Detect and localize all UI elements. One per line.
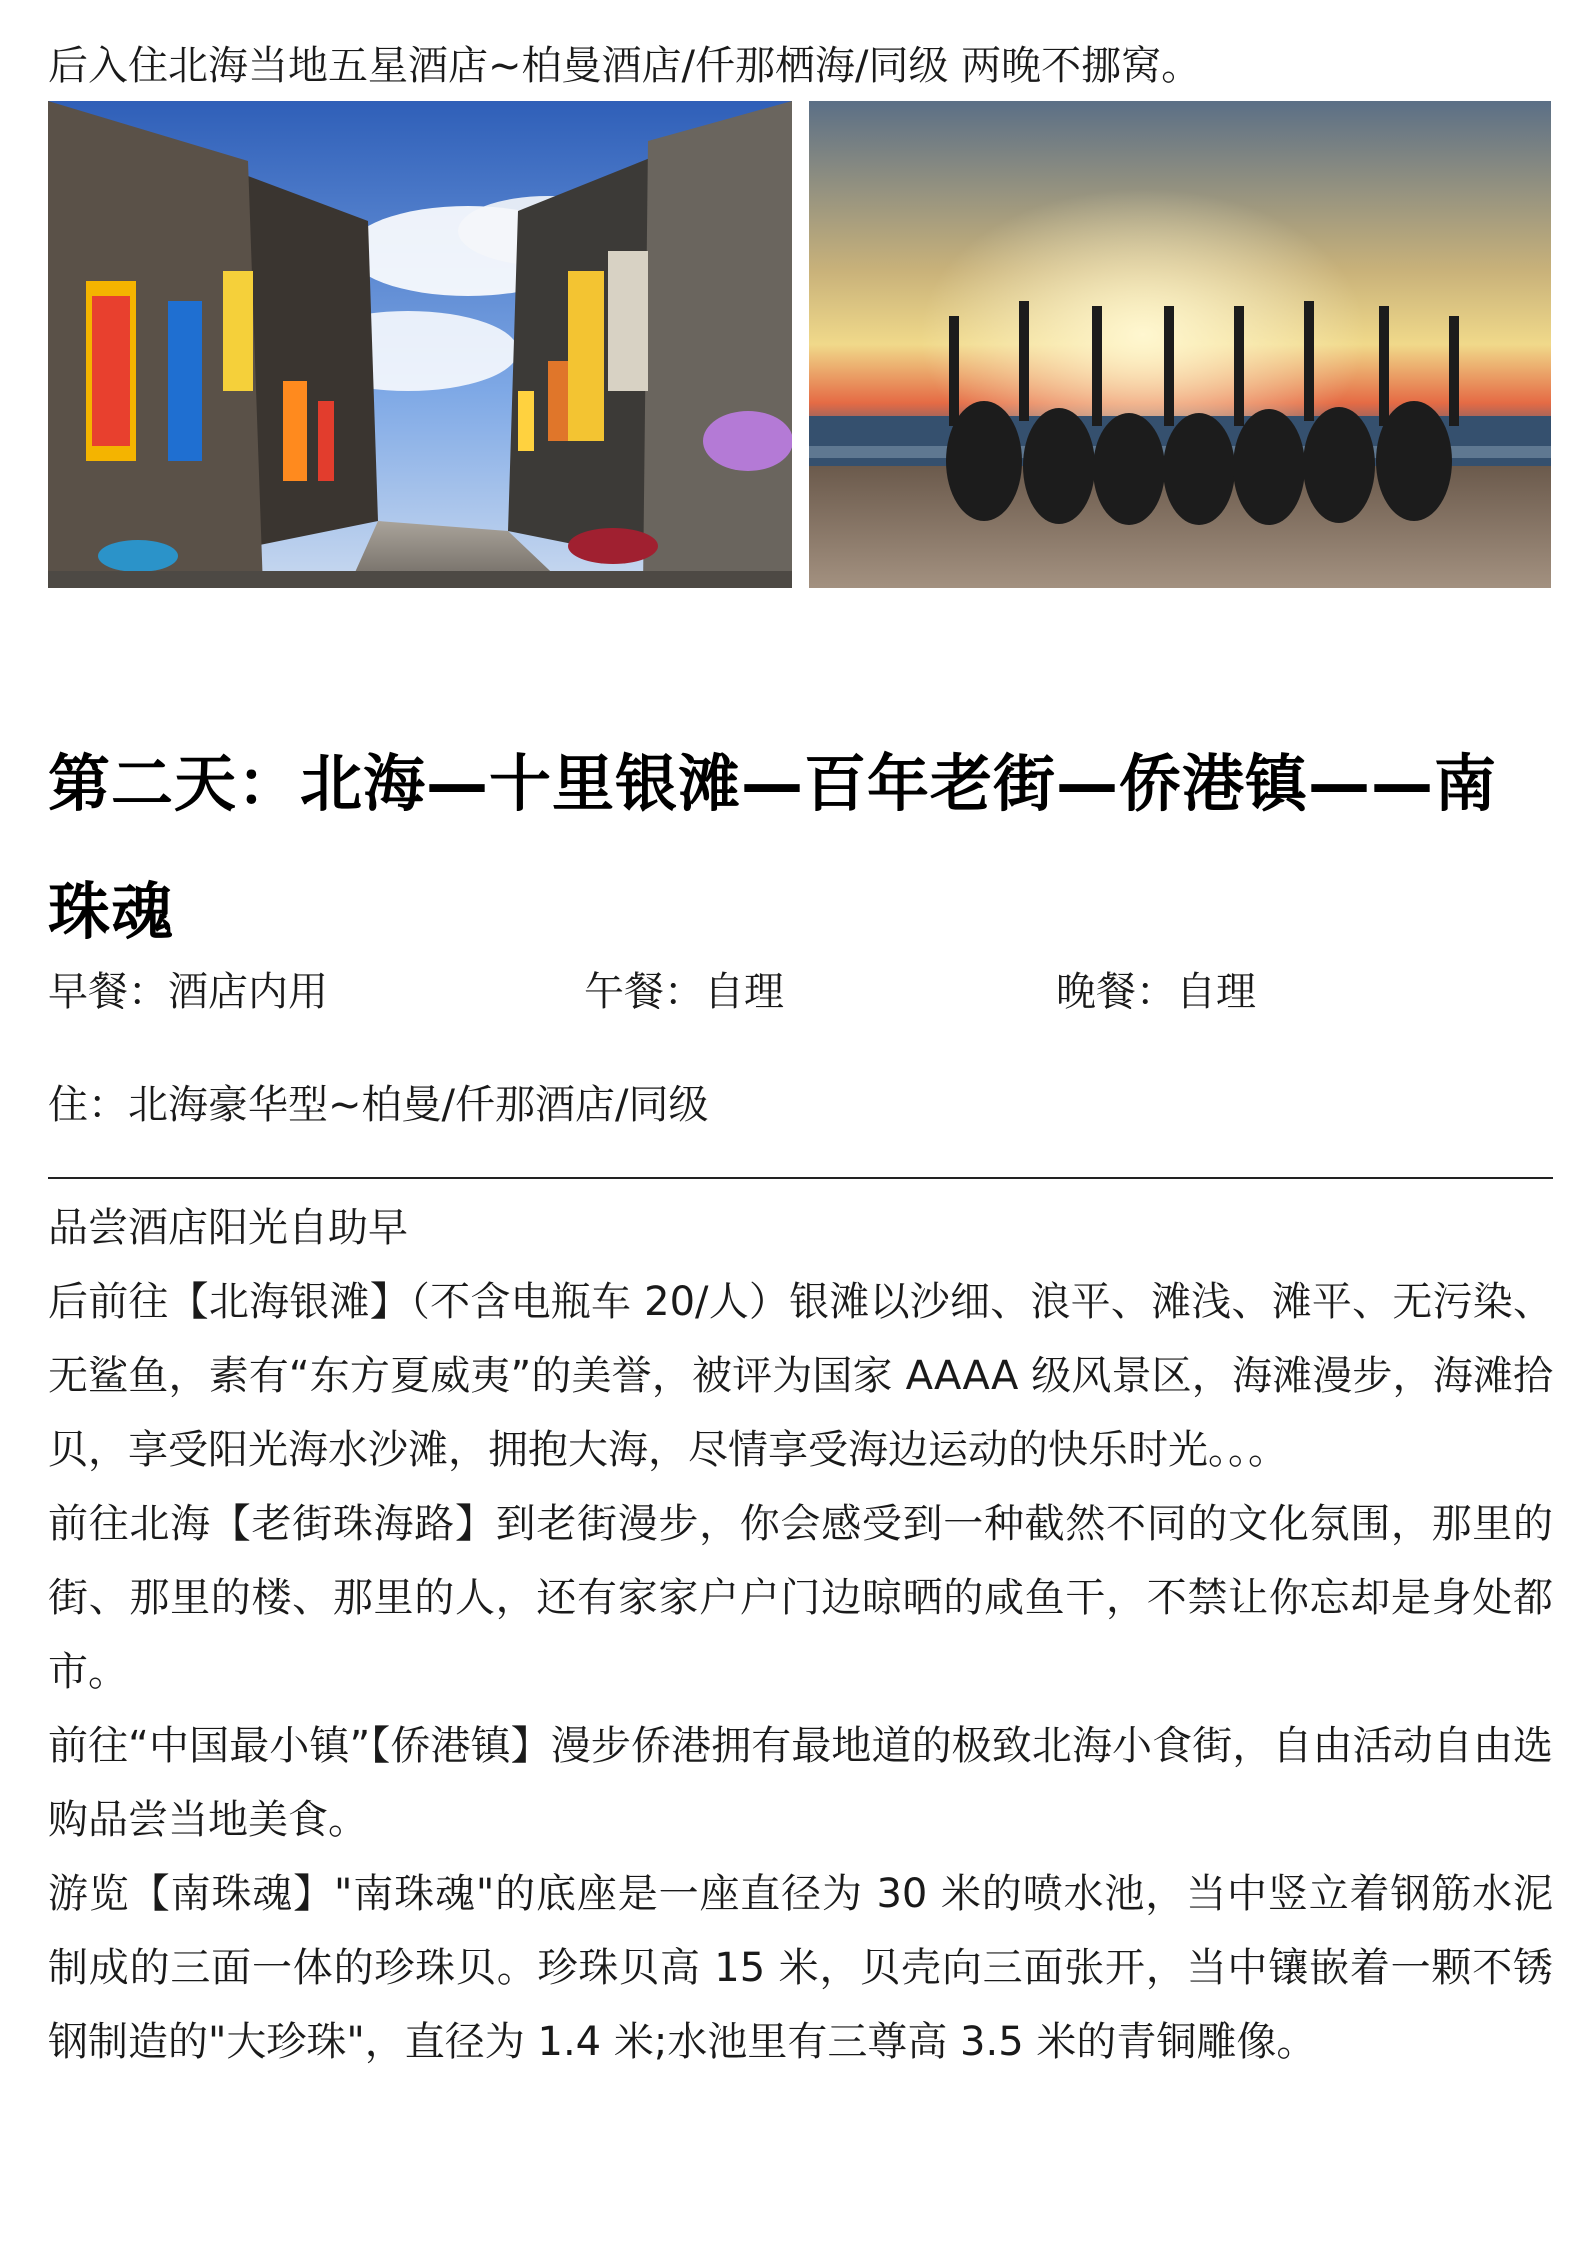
lunch-info: 午餐：自理 (584, 969, 784, 1015)
hotel-intro-line: 后入住北海当地五星酒店~柏曼酒店/仟那栖海/同级 两晚不挪窝。 (48, 43, 1202, 89)
meals-row (48, 962, 1553, 1022)
accommodation-info: 住：北海豪华型~柏曼/仟那酒店/同级 (48, 1082, 709, 1128)
paragraph-breakfast: 品尝酒店阳光自助早 (48, 1205, 408, 1251)
day-two-title: 第二天：北海—十里银滩—百年老街—侨港镇——南珠魂 (48, 747, 1498, 948)
old-street-photo (48, 101, 792, 588)
paragraph-qiaogang-town: 前往“中国最小镇”【侨港镇】漫步侨港拥有最地道的极致北海小食街，自由活动自由选购品尝当地美食。 (48, 1723, 1553, 1843)
beach-sunset-photo (809, 101, 1551, 588)
dinner-info: 晚餐：自理 (1056, 969, 1256, 1015)
itinerary-description (48, 1191, 1553, 2079)
paragraph-old-street: 前往北海【老街珠海路】到老街漫步，你会感受到一种截然不同的文化氛围，那里的街、那里的楼、那里的人，还有家家户户门边晾晒的咸鱼干，不禁让你忘却是身处都市。 (48, 1501, 1553, 1695)
paragraph-silver-beach: 后前往【北海银滩】（不含电瓶车 20/人）银滩以沙细、浪平、滩浅、滩平、无污染、无鲨鱼，素有“东方夏威夷”的美誉，被评为国家 AAAA 级风景区，海滩漫步，海滩拾贝，享受阳光海水沙滩，拥抱大海，尽情享受海边运动的快乐时光。。。 (48, 1279, 1553, 1473)
paragraph-nanzhuhun: 游览【南珠魂】"南珠魂"的底座是一座直径为 30 米的喷水池，当中竖立着钢筋水泥制成的三面一体的珍珠贝。珍珠贝高 15 米，贝壳向三面张开，当中镶嵌着一颗不锈钢制造的"大珍珠"，直径为 1.4 米;水池里有三尊高 3.5 米的青铜雕像。 (48, 1871, 1553, 2065)
breakfast-info: 早餐：酒店内用 (48, 969, 328, 1015)
section-divider (48, 1177, 1553, 1179)
